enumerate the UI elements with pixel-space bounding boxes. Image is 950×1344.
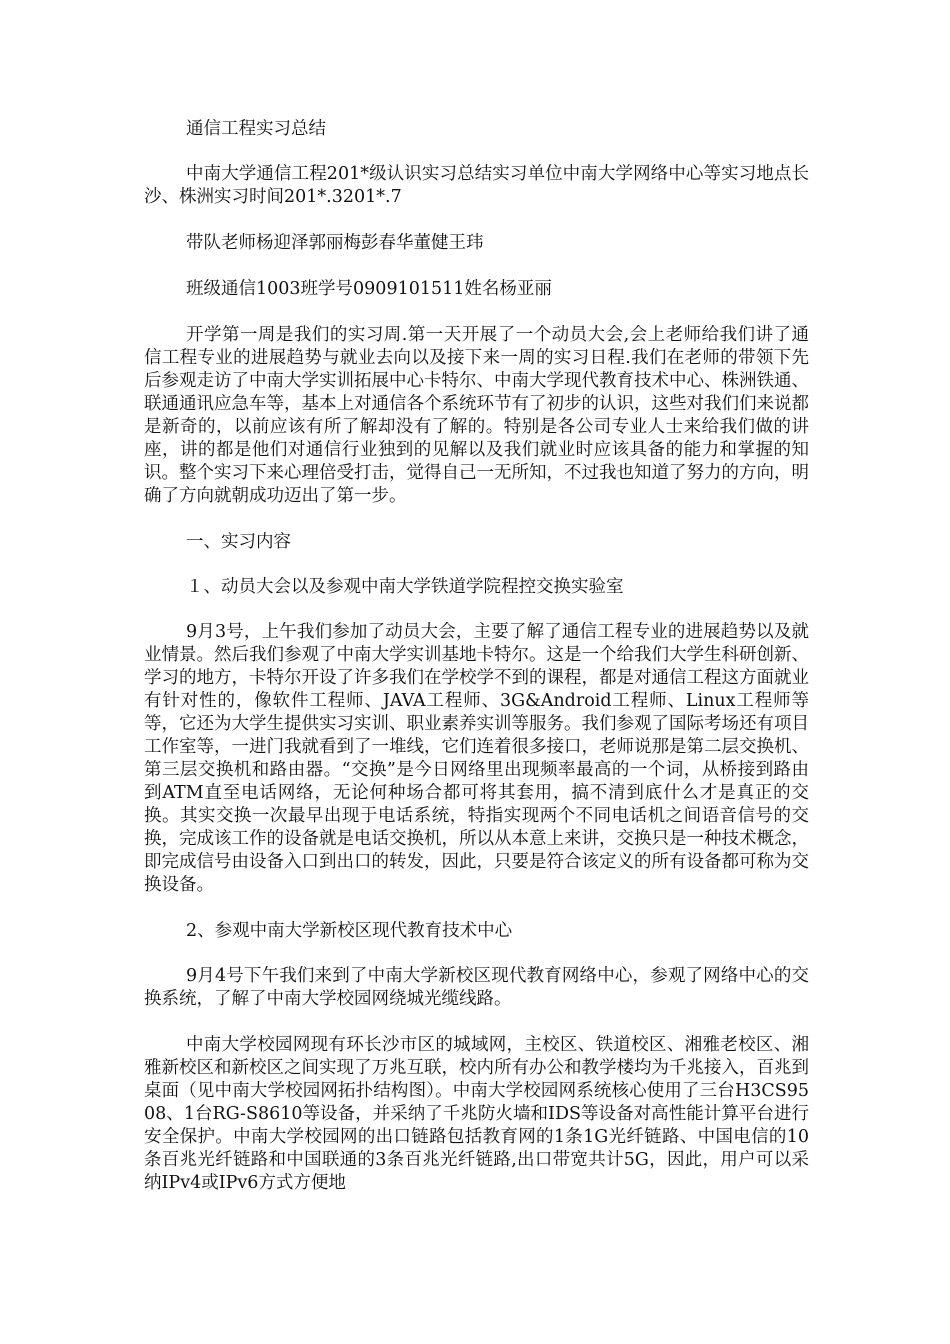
document-title: 通信工程实习总结 [186, 119, 326, 139]
paragraph-student-info: 班级通信1003班学号0909101511姓名杨亚丽 [186, 279, 552, 299]
subsection-heading-1: １、动员大会以及参观中南大学铁道学院程控交换实验室 [186, 577, 624, 597]
paragraph-teachers: 带队老师杨迎泽郭丽梅彭春华董健王玮 [186, 233, 484, 253]
paragraph-campus-network: 中南大学校园网现有环长沙市区的城域网，主校区、铁道校区、湘雅老校区、湘雅新校区和新校区之间实现了万兆互联，校内所有办公和教学楼均为千兆接入，百兆到桌面（见中南大学校园网拓扑结构图）。中南大学校园网系统核心使用了三台H3CS9508、1台RG-S8610等设备，并采纳了千兆防火墙和IDS等设备对高性能计算平台进行安全保护。中南大学校园网的出口链路包括教育网的1条1G光纤链路、中国电信的10条百兆光纤链路和中国联通的3条百兆光纤链路,出口带宽共计5G，因此，用户可以采纳IPv4或IPv6方式方便地 [144, 1035, 809, 1193]
paragraph-day-1: 9月3号，上午我们参加了动员大会，主要了解了通信工程专业的进展趋势以及就业情景。然后我们参观了中南大学实训基地卡特尔。这是一个给我们大学生科研创新、学习的地方，卡特尔开设了许多我们在学校学不到的课程，都是对通信工程这方面就业有针对性的，像软件工程师、JAVA工程师、3G&Android工程师、Linux工程师等等，它还为大学生提供实习实训、职业素养实训等服务。我们参观了国际考场还有项目工作室等，一进门我就看到了一堆线，它们连着很多接口，老师说那是第二层交换机、第三层交换机和路由器。“交换”是今日网络里出现频率最高的一个词，从桥接到路由到ATM直至电话网络，无论何种场合都可将其套用，搞不清到底什么才是真正的交换。其实交换一次最早出现于电话系统，特指实现两个不同电话机之间语音信号的交换，完成该工作的设备就是电话交换机，所以从本意上来讲，交换只是一种技术概念，即完成信号由设备入口到出口的转发，因此，只要是符合该定义的所有设备都可称为交换设备。 [144, 622, 809, 895]
paragraph-day-2: 9月4号下午我们来到了中南大学新校区现代教育网络中心，参观了网络中心的交换系统，了解了中南大学校园网绕城光缆线路。 [144, 966, 809, 1009]
document-body [144, 118, 809, 1218]
subsection-heading-2: 2、参观中南大学新校区现代教育技术中心 [186, 921, 513, 941]
section-heading-content: 一、实习内容 [186, 532, 291, 552]
paragraph-intro: 中南大学通信工程201*级认识实习总结实习单位中南大学网络中心等实习地点长沙、株洲实习时间201*.3201*.7 [144, 164, 809, 207]
paragraph-overview: 开学第一周是我们的实习周.第一天开展了一个动员大会,会上老师给我们讲了通信工程专业的进展趋势与就业去向以及接下来一周的实习日程.我们在老师的带领下先后参观走访了中南大学实训拓展中心卡特尔、中南大学现代教育技术中心、株洲铁通、联通通讯应急车等，基本上对通信各个系统环节有了初步的认识，这些对我们们来说都是新奇的，以前应该有所了解却没有了解的。特别是各公司专业人士来给我们做的讲座，讲的都是他们对通信行业独到的见解以及我们就业时应该具备的能力和掌握的知识。整个实习下来心理倍受打击，觉得自己一无所知，不过我也知道了努力的方向，明确了方向就朝成功迈出了第一步。 [144, 325, 809, 506]
